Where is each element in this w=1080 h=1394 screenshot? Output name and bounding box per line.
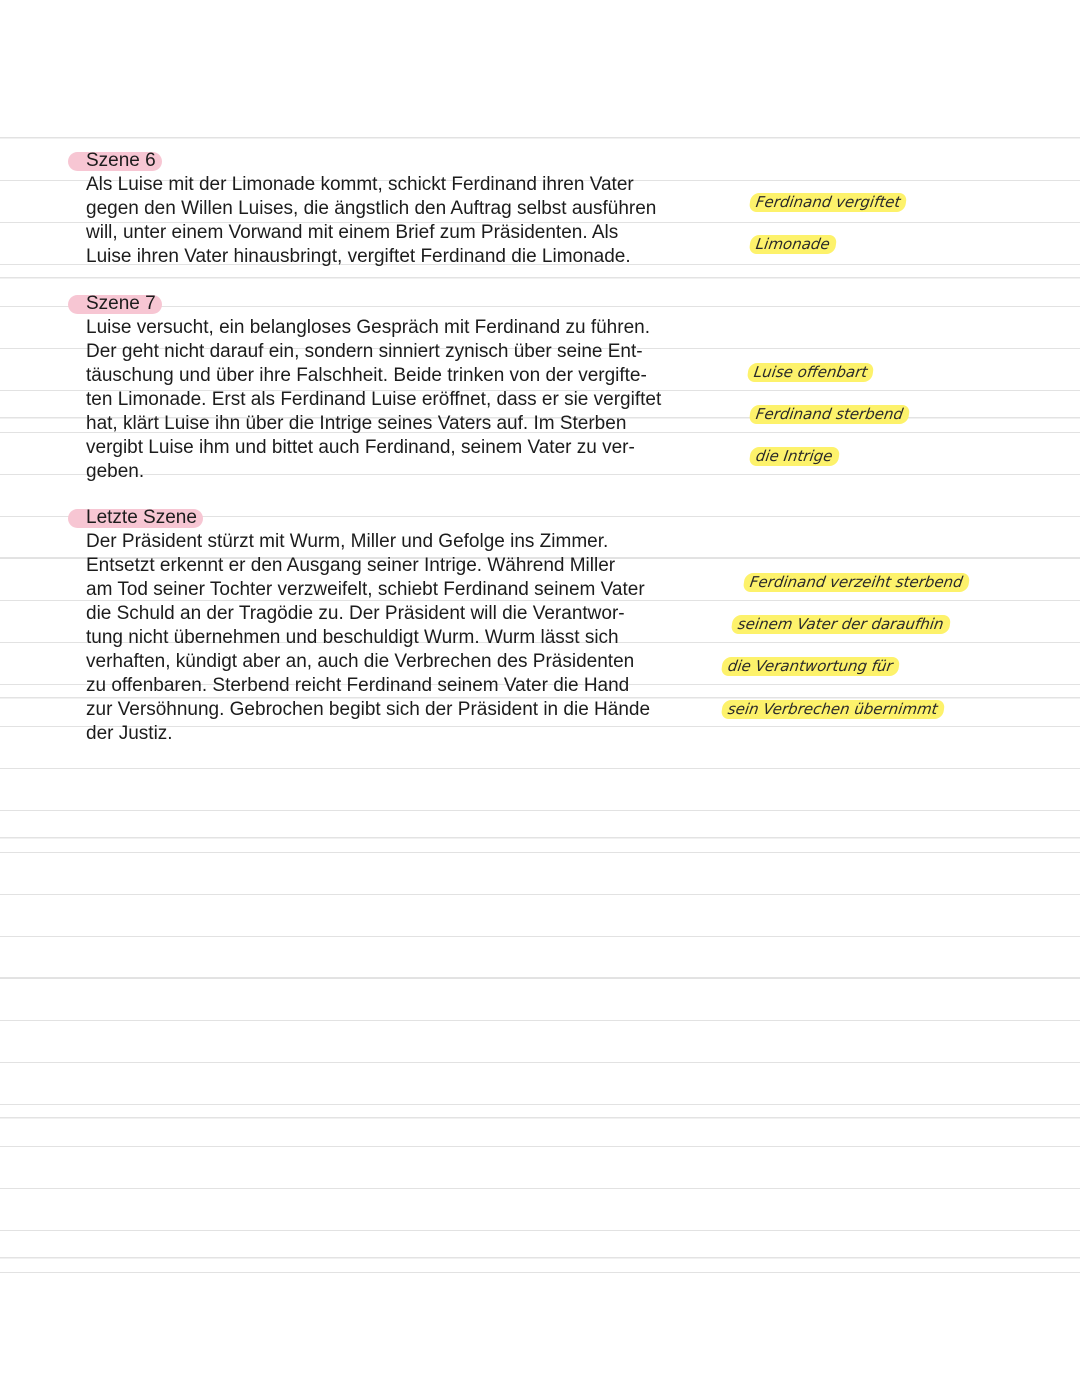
text-line: verhaften, kündigt aber an, auch die Verbrechen des Präsidenten (86, 651, 635, 672)
text-line: vergibt Luise ihm und bittet auch Ferdinand, seinem Vater zu ver- (86, 437, 635, 458)
text-line: tung nicht übernehmen und beschuldigt Wurm. Wurm lässt sich (86, 627, 619, 648)
text-line: am Tod seiner Tochter verzweifelt, schiebt Ferdinand seinem Vater (86, 579, 645, 600)
margin-note: Limonade (754, 235, 832, 253)
margin-note: seinem Vater der daraufhin (736, 615, 945, 633)
margin-note: die Verantwortung für (726, 657, 895, 675)
margin-note: Ferdinand verzeiht sterbend (748, 573, 965, 591)
text-line: Der geht nicht darauf ein, sondern sinniert zynisch über seine Ent- (86, 341, 643, 362)
text-line: Luise versucht, ein belangloses Gespräch mit Ferdinand zu führen. (86, 317, 650, 338)
scene-heading: Szene 7 (86, 292, 162, 316)
margin-note: Ferdinand vergiftet (754, 193, 902, 211)
text-line: zur Versöhnung. Gebrochen begibt sich der Präsident in die Hände (86, 699, 651, 720)
text-line: Luise ihren Vater hinausbringt, vergiftet Ferdinand die Limonade. (86, 246, 631, 267)
text-line: zu offenbaren. Sterbend reicht Ferdinand seinem Vater die Hand (86, 675, 630, 696)
text-line: gegen den Willen Luises, die ängstlich den Auftrag selbst ausführen (86, 198, 657, 219)
text-line: der Justiz. (86, 723, 173, 744)
text-line: täuschung und über ihre Falschheit. Beide trinken von der vergifte- (86, 365, 647, 386)
text-line: die Schuld an der Tragödie zu. Der Präsident will die Verantwor- (86, 603, 625, 624)
scene-heading: Letzte Szene (86, 506, 203, 530)
margin-note: die Intrige (754, 447, 834, 465)
margin-note: sein Verbrechen übernimmt (726, 700, 939, 718)
text-line: Als Luise mit der Limonade kommt, schickt Ferdinand ihren Vater (86, 174, 634, 195)
margin-note: Luise offenbart (752, 363, 869, 381)
margin-note: Ferdinand sterbend (754, 405, 905, 423)
text-line: Entsetzt erkennt er den Ausgang seiner Intrige. Während Miller (86, 555, 616, 576)
text-line: will, unter einem Vorwand mit einem Brief zum Präsidenten. Als (86, 222, 619, 243)
scene-heading: Szene 6 (86, 149, 162, 173)
text-line: geben. (86, 461, 145, 482)
text-line: hat, klärt Luise ihn über die Intrige seines Vaters auf. Im Sterben (86, 413, 627, 434)
text-line: ten Limonade. Erst als Ferdinand Luise eröffnet, dass er sie vergiftet (86, 389, 662, 410)
text-line: Der Präsident stürzt mit Wurm, Miller und Gefolge ins Zimmer. (86, 531, 609, 552)
